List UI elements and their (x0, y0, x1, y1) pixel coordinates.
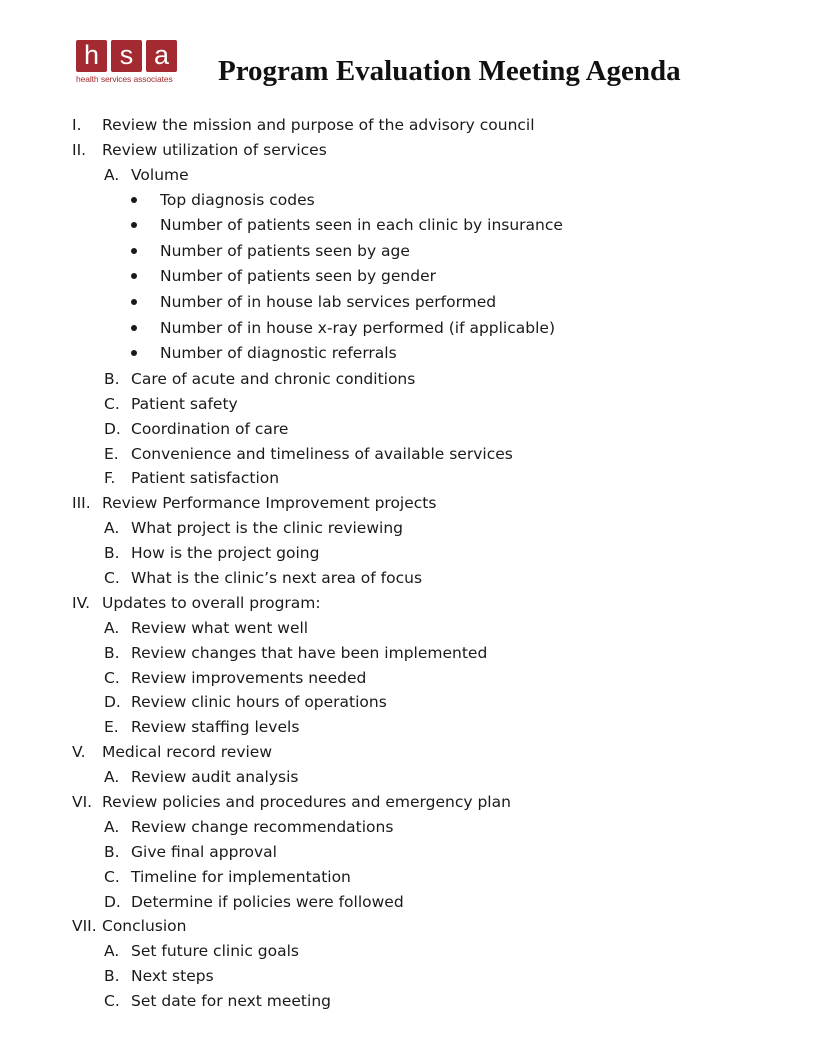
agenda-section (0, 492, 825, 517)
agenda-bullet (0, 189, 825, 215)
item-text: Volume (131, 165, 189, 184)
agenda-bullet (0, 214, 825, 240)
bullet-text: Number of patients seen in each clinic by insurance (160, 216, 563, 235)
agenda-list (0, 114, 825, 1015)
item-letter: E. (104, 718, 119, 737)
item-letter: C. (104, 992, 120, 1011)
agenda-item (0, 642, 825, 667)
page-title: Program Evaluation Meeting Agenda (218, 55, 681, 87)
item-text: Care of acute and chronic conditions (131, 369, 416, 388)
item-letter: D. (104, 419, 121, 438)
item-text: Convenience and timeliness of available services (131, 444, 513, 463)
section-numeral: IV. (72, 593, 91, 612)
bullet-text: Top diagnosis codes (160, 190, 315, 209)
agenda-bullet (0, 291, 825, 317)
section-title: Review utilization of services (102, 140, 327, 159)
bullet-icon (131, 248, 137, 254)
bullet-text: Number of in house lab services performed (160, 293, 497, 312)
item-text: Review audit analysis (131, 768, 299, 787)
item-text: Review improvements needed (131, 668, 367, 687)
bullet-text: Number of patients seen by gender (160, 267, 437, 286)
item-text: Patient satisfaction (131, 469, 280, 488)
item-letter: F. (104, 469, 116, 488)
bullet-text: Number of patients seen by age (160, 241, 410, 260)
agenda-section (0, 592, 825, 617)
agenda-item (0, 816, 825, 841)
bullet-icon (131, 350, 137, 356)
item-text: Review what went well (131, 618, 309, 637)
item-letter: A. (104, 768, 120, 787)
item-letter: D. (104, 693, 121, 712)
item-text: Next steps (131, 967, 214, 986)
agenda-item (0, 841, 825, 866)
item-text: Review staffing levels (131, 718, 300, 737)
section-title: Updates to overall program: (102, 593, 321, 612)
item-letter: B. (104, 369, 120, 388)
item-text: Set future clinic goals (131, 942, 299, 961)
agenda-item (0, 467, 825, 492)
item-letter: B. (104, 842, 120, 861)
bullet-icon (131, 273, 137, 279)
item-text: Review changes that have been implemented (131, 643, 488, 662)
agenda-item (0, 164, 825, 189)
item-letter: A. (104, 942, 120, 961)
agenda-bullet (0, 240, 825, 266)
agenda-item (0, 567, 825, 592)
agenda-item (0, 990, 825, 1015)
item-text: Give final approval (131, 842, 277, 861)
item-letter: A. (104, 618, 120, 637)
agenda-item (0, 517, 825, 542)
section-title: Review policies and procedures and emergency plan (102, 792, 511, 811)
item-letter: B. (104, 967, 120, 986)
item-text: Patient safety (131, 394, 238, 413)
item-letter: D. (104, 892, 121, 911)
agenda-item (0, 542, 825, 567)
agenda-item (0, 368, 825, 393)
logo-letter-h: h (76, 40, 107, 72)
agenda-item (0, 393, 825, 418)
item-text: Determine if policies were followed (131, 892, 404, 911)
section-title: Review Performance Improvement projects (102, 494, 437, 513)
agenda-bullet (0, 342, 825, 368)
agenda-item (0, 766, 825, 791)
item-text: What is the clinic’s next area of focus (131, 568, 423, 587)
agenda-item (0, 667, 825, 692)
bullet-icon (131, 325, 137, 331)
section-numeral: V. (72, 743, 86, 762)
section-numeral: VII. (72, 917, 97, 936)
item-letter: C. (104, 394, 120, 413)
section-title: Review the mission and purpose of the advisory council (102, 116, 535, 134)
agenda-section (0, 741, 825, 766)
agenda-bullet (0, 265, 825, 291)
agenda-bullet (0, 317, 825, 343)
section-numeral: II. (72, 140, 87, 159)
agenda-item (0, 940, 825, 965)
bullet-icon (131, 222, 137, 228)
page-header (0, 0, 825, 110)
bullet-icon (131, 197, 137, 203)
agenda-item (0, 866, 825, 891)
bullet-text: Number of diagnostic referrals (160, 344, 397, 363)
item-letter: A. (104, 519, 120, 538)
agenda-section (0, 139, 825, 164)
agenda-item (0, 617, 825, 642)
item-letter: B. (104, 544, 120, 563)
bullet-icon (131, 299, 137, 305)
section-title: Medical record review (102, 743, 273, 762)
item-letter: C. (104, 668, 120, 687)
logo-letter-a: a (146, 40, 177, 72)
bullet-text: Number of in house x-ray performed (if applicable) (160, 318, 555, 337)
agenda-item (0, 716, 825, 741)
logo-tagline: health services associates (76, 74, 173, 84)
item-text: What project is the clinic reviewing (131, 519, 403, 538)
agenda-item (0, 691, 825, 716)
logo-letters (76, 40, 178, 72)
logo-letter-s: s (111, 40, 142, 72)
item-letter: A. (104, 165, 120, 184)
item-letter: C. (104, 568, 120, 587)
item-text: Review clinic hours of operations (131, 693, 387, 712)
item-letter: C. (104, 867, 120, 886)
section-numeral: III. (72, 494, 91, 513)
section-title: Conclusion (102, 917, 187, 936)
item-letter: A. (104, 817, 120, 836)
item-text: Coordination of care (131, 419, 289, 438)
section-numeral: I. (72, 116, 82, 134)
item-letter: B. (104, 643, 120, 662)
agenda-section (0, 791, 825, 816)
section-numeral: VI. (72, 792, 93, 811)
hsa-logo (76, 40, 178, 88)
item-text: Timeline for implementation (131, 867, 351, 886)
agenda-item (0, 891, 825, 916)
item-text: Set date for next meeting (131, 992, 331, 1011)
agenda-section (0, 915, 825, 940)
item-text: How is the project going (131, 544, 320, 563)
agenda-item (0, 965, 825, 990)
agenda-item (0, 443, 825, 468)
item-text: Review change recommendations (131, 817, 394, 836)
agenda-section (0, 114, 825, 139)
item-letter: E. (104, 444, 119, 463)
agenda-item (0, 418, 825, 443)
